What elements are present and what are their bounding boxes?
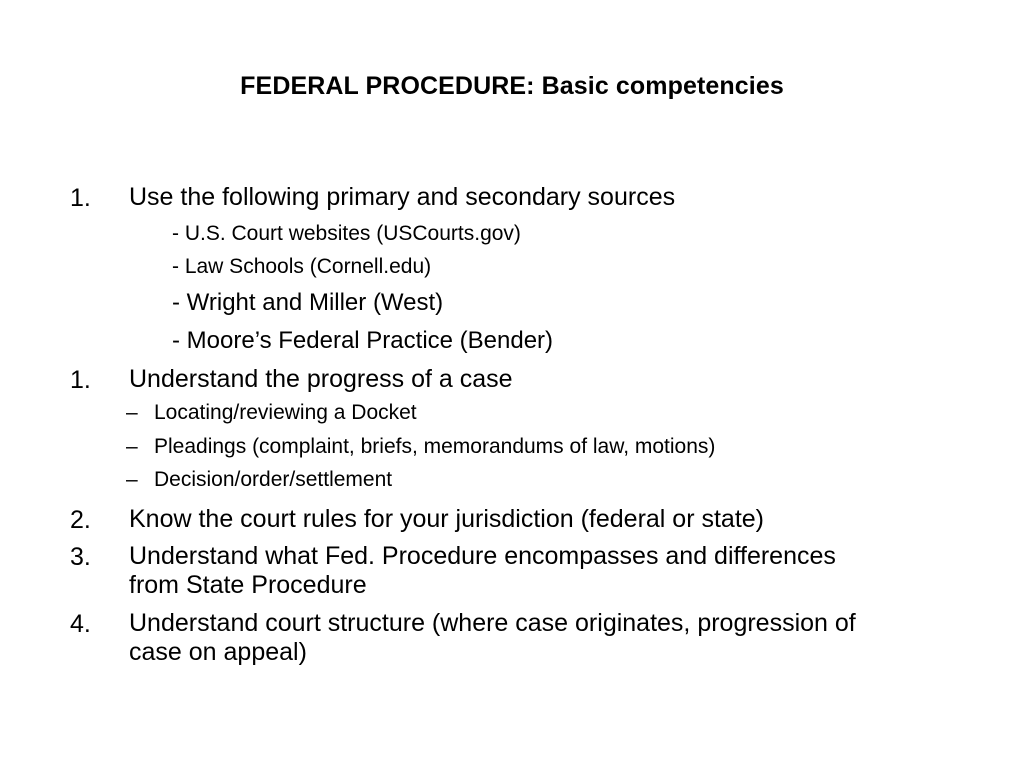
source-item: - Wright and Miller (West) bbox=[172, 289, 444, 316]
sub-item: Locating/reviewing a Docket bbox=[154, 401, 417, 424]
list-item-text: Know the court rules for your jurisdiction (federal or state) bbox=[129, 505, 764, 533]
list-number: 3. bbox=[70, 543, 91, 571]
list-number: 2. bbox=[70, 506, 91, 534]
list-number: 4. bbox=[70, 610, 91, 638]
list-item-text: case on appeal) bbox=[129, 638, 307, 666]
list-number: 1. bbox=[70, 366, 91, 394]
list-item-text: Understand court structure (where case originates, progression of bbox=[129, 609, 856, 637]
list-item-text: Use the following primary and secondary sources bbox=[129, 183, 676, 211]
dash-bullet: – bbox=[126, 468, 138, 491]
sub-item: Pleadings (complaint, briefs, memorandums of law, motions) bbox=[154, 435, 716, 458]
list-item-text: from State Procedure bbox=[129, 571, 367, 599]
source-item: - Moore’s Federal Practice (Bender) bbox=[172, 327, 554, 354]
dash-bullet: – bbox=[126, 401, 138, 424]
slide-title: FEDERAL PROCEDURE: Basic competencies bbox=[240, 72, 784, 100]
list-number: 1. bbox=[70, 184, 91, 212]
list-item-text: Understand what Fed. Procedure encompasses and differences bbox=[129, 542, 836, 570]
list-item-text: Understand the progress of a case bbox=[129, 365, 513, 393]
source-item: - Law Schools (Cornell.edu) bbox=[172, 255, 432, 278]
dash-bullet: – bbox=[126, 435, 138, 458]
source-item: - U.S. Court websites (USCourts.gov) bbox=[172, 222, 521, 245]
sub-item: Decision/order/settlement bbox=[154, 468, 393, 491]
